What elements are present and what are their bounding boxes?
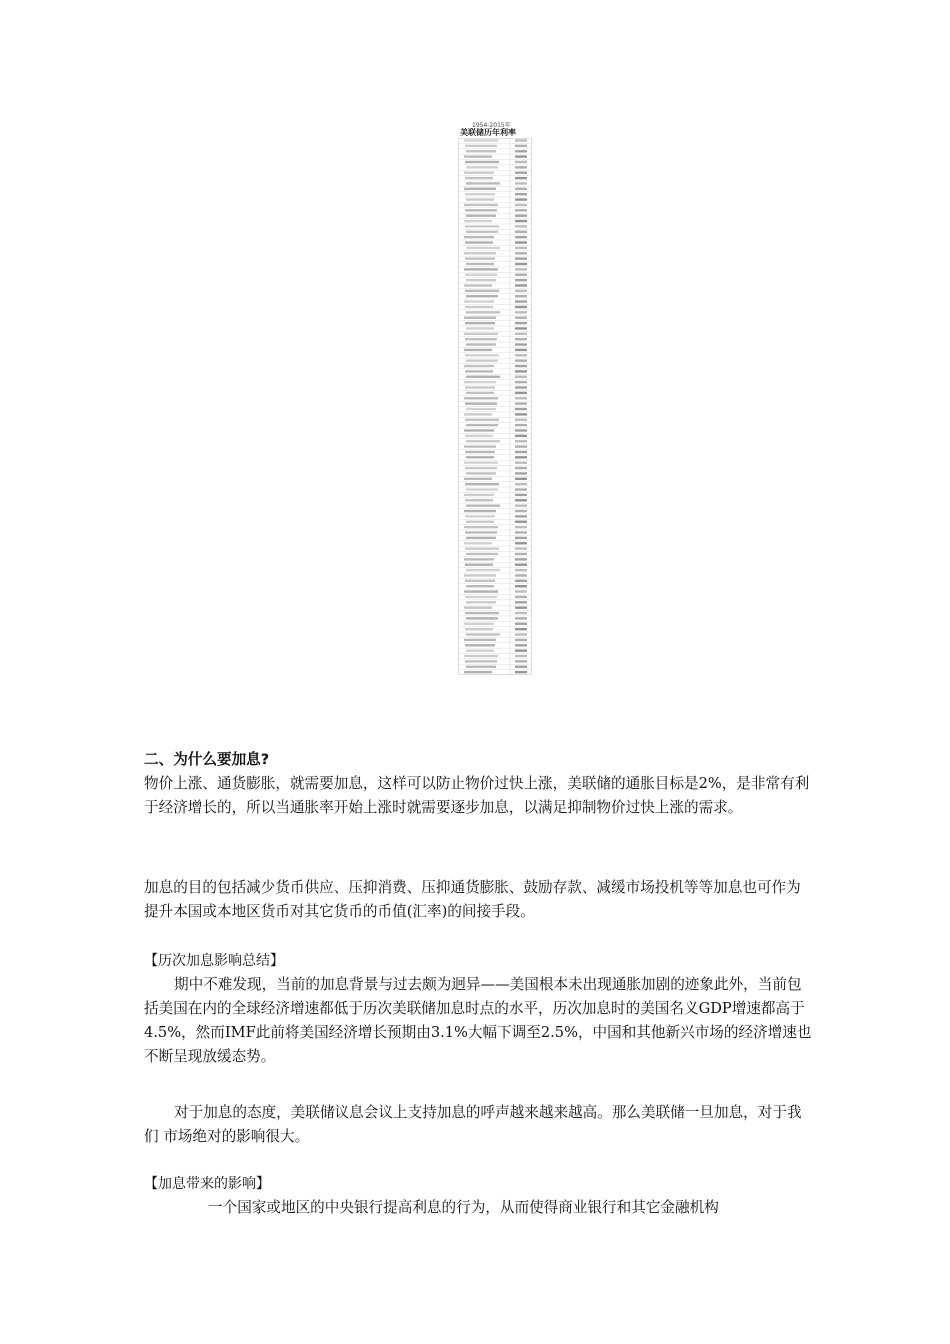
table-date-cell <box>466 456 494 458</box>
table-rate-cell <box>515 558 527 560</box>
table-date-cell <box>466 214 496 216</box>
table-date-cell <box>466 343 496 345</box>
table-rate-cell <box>515 257 527 259</box>
table-date-cell <box>464 252 496 254</box>
table-date-cell <box>465 193 495 195</box>
table-date-cell <box>464 542 492 544</box>
table-rate-cell <box>515 499 527 501</box>
paragraph: 一个国家或地区的中央银行提高利息的行为，从而使得商业银行和其它金融机构 <box>208 1199 719 1216</box>
table-rate-cell <box>515 580 527 582</box>
rate-table-image <box>458 138 532 675</box>
table-date-cell <box>464 590 498 592</box>
table-rate-cell <box>515 660 527 662</box>
table-date-cell <box>464 574 496 576</box>
table-date-cell <box>465 209 497 211</box>
table-rate-cell <box>515 590 527 592</box>
table-rate-cell <box>515 279 527 281</box>
table-rate-cell <box>515 155 527 157</box>
table-date-cell <box>464 236 494 238</box>
table-date-cell <box>466 585 494 587</box>
paragraph: 加息的目的包括减少货币供应、压抑消费、压抑通货膨胀、鼓励存款、减缓市场投机等等加息也可作为提升本国或本地区货币对其它货币的币值(汇率)的间接手段。 <box>144 879 801 920</box>
table-date-cell <box>466 231 498 233</box>
table-rate-cell <box>515 521 527 523</box>
table-date-cell <box>465 483 499 485</box>
table-date-cell <box>464 204 498 206</box>
table-date-cell <box>465 612 499 614</box>
table-date-cell <box>464 139 498 141</box>
table-date-cell <box>465 274 497 276</box>
table-date-cell <box>466 279 496 281</box>
table-date-cell <box>466 504 500 506</box>
table-rate-cell <box>515 408 527 410</box>
table-rate-cell <box>515 284 527 286</box>
section-why-raise-rates <box>144 748 812 820</box>
table-date-cell <box>465 499 493 501</box>
table-date-cell <box>465 370 493 372</box>
table-date-cell <box>464 155 492 157</box>
table-rate-cell <box>515 526 527 528</box>
table-date-cell <box>465 660 497 662</box>
section-attitude <box>144 1101 812 1149</box>
table-date-cell <box>464 172 494 174</box>
table-rate-cell <box>515 343 527 345</box>
table-date-cell <box>465 306 493 308</box>
table-rate-cell <box>515 574 527 576</box>
table-rate-cell <box>515 462 527 464</box>
table-rate-cell <box>515 145 527 147</box>
table-rate-cell <box>515 639 527 641</box>
table-date-cell <box>464 381 496 383</box>
table-rate-cell <box>515 209 527 211</box>
table-date-cell <box>465 419 499 421</box>
table-date-cell <box>464 188 496 190</box>
table-rate-cell <box>515 585 527 587</box>
table-rate-cell <box>515 553 527 555</box>
section-purpose <box>144 876 812 924</box>
table-date-cell <box>464 349 492 351</box>
table-date-cell <box>466 488 498 490</box>
table-rate-cell <box>515 365 527 367</box>
table-date-cell <box>464 606 492 608</box>
section-title: 【加息带来的影响】 <box>144 1176 270 1192</box>
table-rate-cell <box>515 644 527 646</box>
table-date-cell <box>464 445 496 447</box>
table-rate-cell <box>515 537 527 539</box>
table-date-cell <box>464 462 498 464</box>
table-rate-cell <box>515 655 527 657</box>
table-rate-cell <box>515 231 527 233</box>
table-date-cell <box>465 241 493 243</box>
table-date-cell <box>465 177 493 179</box>
table-date-cell <box>465 467 497 469</box>
table-rate-cell <box>515 290 527 292</box>
table-rate-cell <box>515 349 527 351</box>
table-date-cell <box>466 311 500 313</box>
table-rate-cell <box>515 381 527 383</box>
table-rate-cell <box>515 510 527 512</box>
table-rate-cell <box>515 666 527 668</box>
table-rate-cell <box>515 392 527 394</box>
table-rate-cell <box>515 478 527 480</box>
table-rate-cell <box>515 402 527 404</box>
table-date-cell <box>465 580 495 582</box>
table-date-cell <box>464 317 496 319</box>
table-date-cell <box>466 392 494 394</box>
table-rate-cell <box>515 435 527 437</box>
table-rate-cell <box>515 161 527 163</box>
table-rate-cell <box>515 300 527 302</box>
table-rate-cell <box>515 451 527 453</box>
table-rate-cell <box>515 295 527 297</box>
table-date-cell <box>464 365 494 367</box>
table-date-cell <box>466 263 494 265</box>
interest-rate-table-figure <box>458 122 532 675</box>
table-date-cell <box>464 284 492 286</box>
table-rate-cell <box>515 419 527 421</box>
table-rate-cell <box>515 317 527 319</box>
table-rate-cell <box>515 564 527 566</box>
table-rate-cell <box>515 225 527 227</box>
table-rate-cell <box>515 214 527 216</box>
table-date-cell <box>464 478 492 480</box>
table-rate-cell <box>515 198 527 200</box>
table-rate-cell <box>515 193 527 195</box>
table-date-cell <box>465 354 499 356</box>
paragraph: 对于加息的态度，美联储议息会议上支持加息的呼声越来越来越高。那么美联储一旦加息，对于我们 市场绝对的影响很大。 <box>144 1104 802 1145</box>
table-date-cell <box>466 537 496 539</box>
table-rate-cell <box>515 338 527 340</box>
table-rate-cell <box>515 322 527 324</box>
table-rate-cell <box>515 456 527 458</box>
table-rate-cell <box>515 623 527 625</box>
table-date-cell <box>466 553 498 555</box>
table-date-cell <box>465 564 493 566</box>
table-date-cell <box>464 558 494 560</box>
table-date-cell <box>465 435 493 437</box>
table-rate-cell <box>515 467 527 469</box>
table-rate-cell <box>515 370 527 372</box>
table-date-cell <box>465 161 499 163</box>
table-date-cell <box>464 300 494 302</box>
table-rate-cell <box>515 376 527 378</box>
table-rate-cell <box>515 429 527 431</box>
table-rate-cell <box>515 333 527 335</box>
table-date-cell <box>466 182 500 184</box>
figure-caption-small: 1954-2015年 <box>472 122 511 129</box>
table-date-cell <box>465 451 495 453</box>
table-date-cell <box>466 166 498 168</box>
table-date-cell <box>464 397 498 399</box>
table-rate-cell <box>515 606 527 608</box>
table-rate-cell <box>515 531 527 533</box>
table-rate-cell <box>515 274 527 276</box>
table-date-cell <box>466 633 500 635</box>
table-rate-cell <box>515 547 527 549</box>
table-date-cell <box>466 247 500 249</box>
table-date-cell <box>464 268 498 270</box>
table-rate-cell <box>515 649 527 651</box>
table-date-cell <box>466 376 500 378</box>
table-rate-cell <box>515 397 527 399</box>
table-rate-cell <box>515 220 527 222</box>
table-date-cell <box>464 220 492 222</box>
paragraph: 物价上涨、通货膨胀，就需要加息，这样可以防止物价过快上涨，美联储的通胀目标是2%，是非常有利于经济增长的，所以当通胀率开始上涨时就需要逐步加息，以满足抑制物价过快上涨的需求。 <box>144 775 810 816</box>
table-rate-cell <box>515 472 527 474</box>
table-date-cell <box>464 623 494 625</box>
table-date-cell <box>465 225 499 227</box>
table-rate-cell <box>515 515 527 517</box>
table-date-cell <box>466 472 496 474</box>
table-rate-cell <box>515 445 527 447</box>
table-rate-cell <box>515 359 527 361</box>
table-rate-cell <box>515 241 527 243</box>
table-date-cell <box>465 386 495 388</box>
table-rate-cell <box>515 236 527 238</box>
table-rate-cell <box>515 494 527 496</box>
table-date-cell <box>466 424 498 426</box>
table-date-cell <box>466 649 494 651</box>
table-rate-cell <box>515 172 527 174</box>
table-date-cell <box>466 408 496 410</box>
table-rate-cell <box>515 182 527 184</box>
table-rate-cell <box>515 311 527 313</box>
table-date-cell <box>465 515 495 517</box>
section-title: 【历次加息影响总结】 <box>144 953 284 969</box>
table-date-cell <box>466 327 494 329</box>
table-rate-cell <box>515 386 527 388</box>
table-rate-cell <box>515 268 527 270</box>
table-rate-cell <box>515 612 527 614</box>
table-date-cell <box>465 338 497 340</box>
table-rate-cell <box>515 327 527 329</box>
table-date-cell <box>465 596 497 598</box>
table-rate-cell <box>515 177 527 179</box>
table-date-cell <box>466 601 496 603</box>
table-date-cell <box>465 145 497 147</box>
table-rate-cell <box>515 440 527 442</box>
table-date-cell <box>466 569 500 571</box>
table-date-cell <box>464 413 492 415</box>
table-rate-cell <box>515 504 527 506</box>
table-rate-cell <box>515 671 527 673</box>
table-rate-cell <box>515 596 527 598</box>
paragraph: 期中不难发现，当前的加息背景与过去颇为迥异——美国根本未出现通胀加剧的迹象此外，当前包括美国在内的全球经济增速都低于历次美联储加息时点的水平，历次加息时的美国名义GDP增速都高于4.5%，然而IMF此前将美国经济增长预期由3.1%大幅下调至2.5%，中国和其他新兴市场的经济增速也不断呈现放缓态势。 <box>144 976 812 1065</box>
table-date-cell <box>466 440 500 442</box>
table-date-cell <box>466 198 494 200</box>
table-date-cell <box>465 402 497 404</box>
table-rate-cell <box>515 263 527 265</box>
table-date-cell <box>464 526 498 528</box>
table-rate-cell <box>515 204 527 206</box>
table-date-cell <box>464 639 496 641</box>
table-date-cell <box>464 655 498 657</box>
table-date-cell <box>465 531 497 533</box>
table-date-cell <box>466 359 498 361</box>
table-rate-cell <box>515 166 527 168</box>
table-date-cell <box>465 290 499 292</box>
table-date-cell <box>464 429 494 431</box>
table-date-cell <box>466 666 496 668</box>
table-rate-cell <box>515 252 527 254</box>
table-rate-cell <box>515 617 527 619</box>
table-rate-cell <box>515 424 527 426</box>
table-date-cell <box>464 333 498 335</box>
table-rate-cell <box>515 483 527 485</box>
section-heading: 二、为什么要加息? <box>144 751 270 768</box>
table-rate-cell <box>515 188 527 190</box>
table-rate-cell <box>515 633 527 635</box>
table-rate-cell <box>515 139 527 141</box>
table-rate-cell <box>515 413 527 415</box>
table-date-cell <box>465 547 499 549</box>
table-rate-cell <box>515 354 527 356</box>
table-date-cell <box>466 150 496 152</box>
table-rate-cell <box>515 601 527 603</box>
table-date-cell <box>464 494 494 496</box>
table-date-cell <box>466 295 498 297</box>
table-rate-cell <box>515 150 527 152</box>
table-date-cell <box>466 617 498 619</box>
table-rate-cell <box>515 306 527 308</box>
table-rate-cell <box>515 569 527 571</box>
table-rate-cell <box>515 247 527 249</box>
table-date-cell <box>465 322 495 324</box>
table-rate-cell <box>515 628 527 630</box>
table-date-cell <box>464 510 496 512</box>
figure-caption-main: 美联储历年利率 <box>460 128 516 137</box>
table-date-cell <box>465 644 495 646</box>
table-rate-cell <box>515 542 527 544</box>
section-impact <box>144 1172 812 1220</box>
table-rate-cell <box>515 488 527 490</box>
table-date-cell <box>466 521 494 523</box>
table-date-cell <box>464 671 492 673</box>
section-history <box>144 949 812 1069</box>
table-date-cell <box>465 257 495 259</box>
table-date-cell <box>465 628 493 630</box>
